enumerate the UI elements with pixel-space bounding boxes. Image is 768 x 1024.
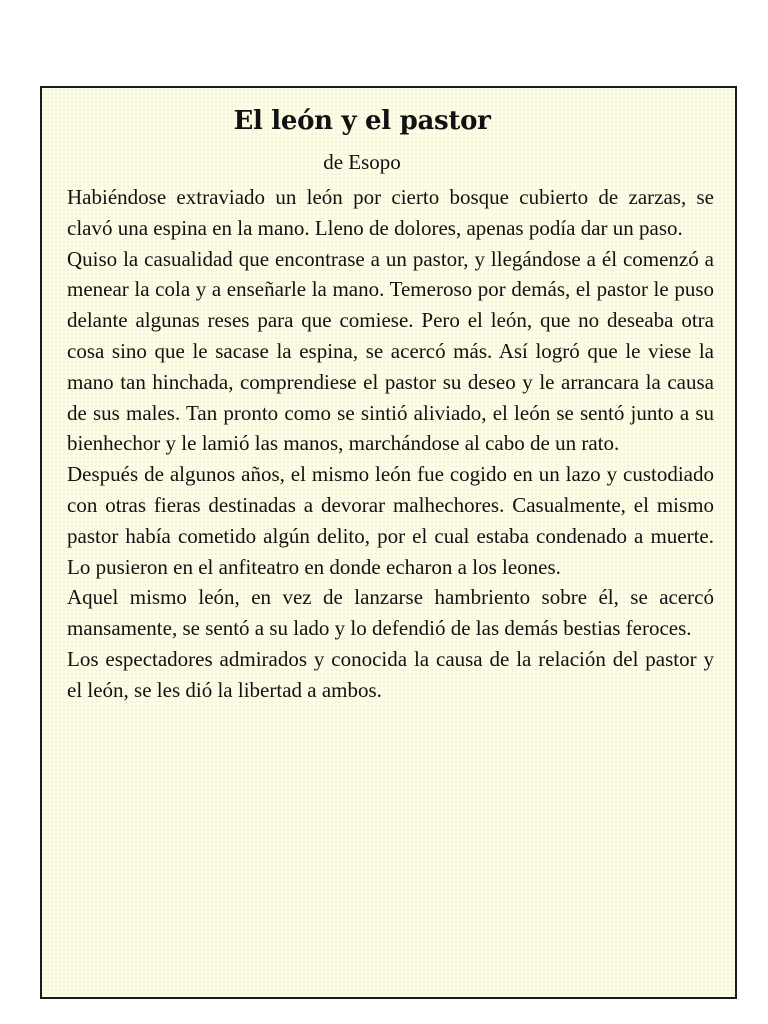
story-paragraph-2: Quiso la casualidad que encontrase a un pastor, y llegándose a él comenzó a menear la cola y a enseñarle la mano. Temeroso por demás, el pastor le puso delante algunas reses para que comiese. Pero el león, que no deseaba otra cosa sino que le sacase la espina, se acercó más. Así logró que le viese la mano tan hinchada, comprendiese el pastor su deseo y le arrancara la causa de sus males. Tan pronto como se sintió aliviado, el león se sentó junto a su bienhechor y le lamió las manos, marchándose al cabo de un rato. (67, 246, 714, 456)
story-paragraph-3: Después de algunos años, el mismo león fue cogido en un lazo y custodiado con otras fieras destinadas a devorar malhechores. Casualmente, el mismo pastor había cometido algún delito, por el cual estaba condenado a muerte. Lo pusieron en el anfiteatro en donde echaron a los leones. (67, 462, 714, 579)
story-paragraph-5: Los espectadores admirados y conocida la causa de la relación del pastor y el león, se les dió la libertad a ambos. (67, 646, 714, 702)
story-paragraph-1: Habiéndose extraviado un león por cierto bosque cubierto de zarzas, se clavó una espina en la mano. Lleno de dolores, apenas podía dar un paso. (67, 185, 714, 240)
story-author: de Esopo (323, 150, 401, 174)
story-title: El león y el pastor (233, 106, 491, 136)
story-body (67, 182, 714, 706)
story-frame (40, 86, 737, 999)
story-paragraph-4: Aquel mismo león, en vez de lanzarse hambriento sobre él, se acercó mansamente, se sentó a su lado y lo defendió de las demás bestias feroces. (67, 585, 714, 641)
